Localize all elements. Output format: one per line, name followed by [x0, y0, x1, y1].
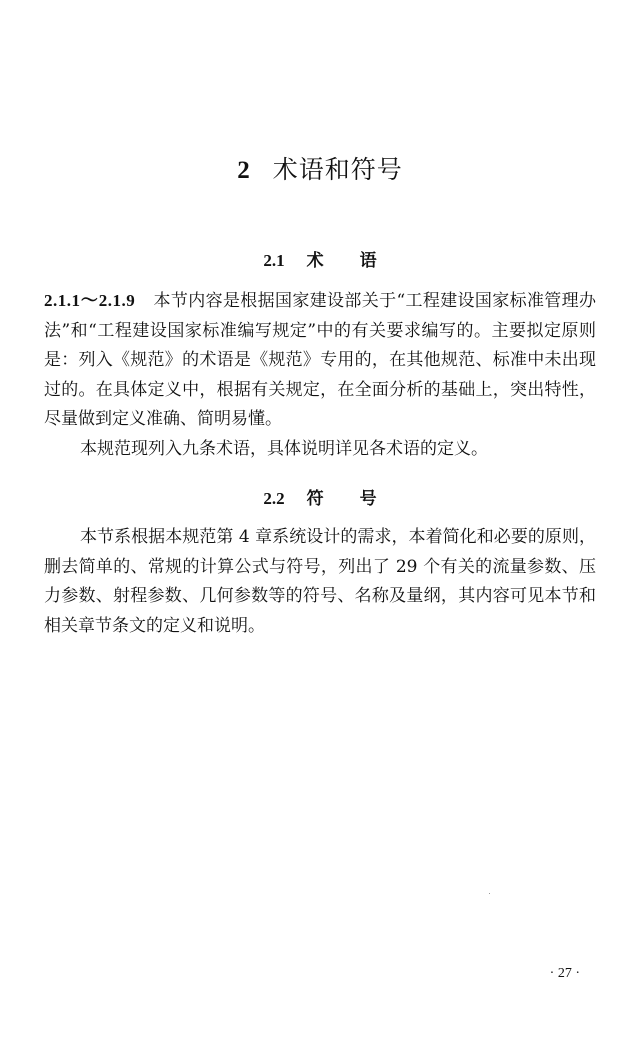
section-heading-symbols: [0, 484, 640, 509]
section-title-char: 术: [306, 251, 324, 271]
chapter-number: 2: [237, 157, 251, 184]
terms-paragraph: 本规范现列入九条术语，具体说明详见各术语的定义。: [80, 439, 488, 459]
symbols-paragraph: 本节系根据本规范第 4 章系统设计的需求，本着简化和必要的原则，删去简单的、常规的计算公式与符号，列出了 29 个有关的流量参数、压力参数、射程参数、几何参数等的符号、名称及量纲，其内容可见本节和相关章节条文的定义和说明。: [44, 527, 596, 636]
section-heading-terms: [0, 246, 640, 271]
clause-paragraph: [44, 286, 596, 435]
section-number: 2.1: [263, 251, 285, 270]
page-number: · 27 ·: [549, 966, 580, 981]
section-title-char: 符: [306, 489, 324, 509]
section-title-char: 语: [359, 251, 377, 271]
section-title-char: 号: [359, 489, 377, 509]
scan-speck: [489, 893, 490, 894]
section-number: 2.2: [263, 489, 285, 508]
clause-number: 2.1.1～2.1.9: [44, 291, 136, 310]
clause-text: 本节内容是根据国家建设部关于“工程建设国家标准管理办法”和“工程建设国家标准编写规定”中的有关要求编写的。主要拟定原则是：列入《规范》的术语是《规范》专用的，在其他规范、标准中未出现过的。在具体定义中，根据有关规定，在全面分析的基础上，突出特性，尽量做到定义准确、简明易懂。: [44, 291, 596, 429]
chapter-heading: [0, 150, 640, 186]
chapter-title-text: 术语和符号: [272, 155, 403, 184]
